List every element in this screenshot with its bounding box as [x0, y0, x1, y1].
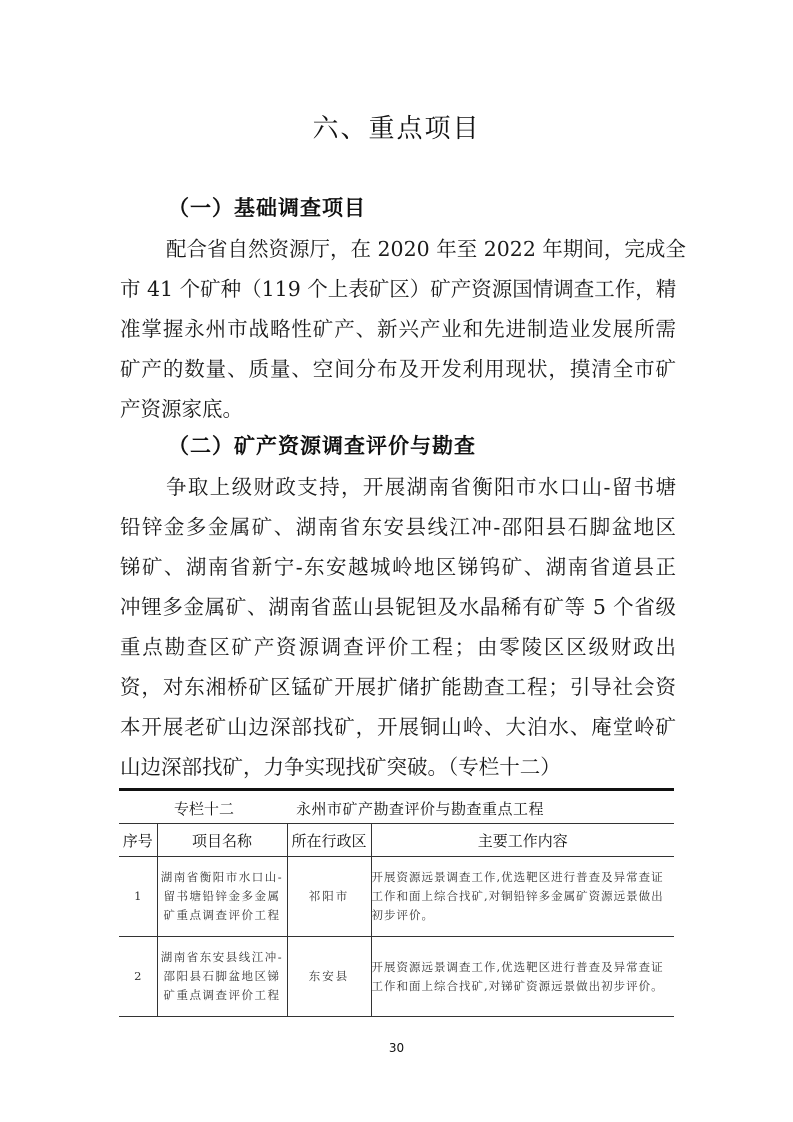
paragraph-line: 本开展老矿山边深部找矿，开展铜山岭、大泊水、庵堂岭矿 [120, 715, 676, 739]
paragraph-line: 市 41 个矿种（119 个上表矿区）矿产资源国情调查工作，精 [120, 277, 677, 301]
cell-content: 开展资源远景调查工作,优选靶区进行普查及异常查证工作和面上综合找矿,对铜铅锌多金属矿资源远景做出初步评价。 [371, 857, 674, 937]
paragraph-line: 资，对东湘桥矿区锰矿开展扩储扩能勘查工程；引导社会资 [120, 675, 676, 699]
section-heading-basic-survey: （一）基础调查项目 [168, 196, 366, 220]
table-row [119, 857, 674, 937]
header-no: 序号 [119, 824, 157, 857]
header-name: 项目名称 [157, 824, 287, 857]
paragraph-line: 准掌握永州市战略性矿产、新兴产业和先进制造业发展所需 [120, 317, 676, 341]
paragraph-line: 矿产的数量、质量、空间分布及开发利用现状，摸清全市矿 [120, 357, 676, 381]
paragraph-line: 重点勘查区矿产资源调查评价工程；由零陵区区级财政出 [120, 635, 676, 659]
project-table [119, 823, 674, 1017]
paragraph-line: 争取上级财政支持，开展湖南省衡阳市水口山-留书塘 [166, 475, 676, 499]
cell-no: 1 [119, 857, 157, 937]
page-number: 30 [388, 1041, 405, 1055]
cell-region: 祁阳市 [287, 857, 371, 937]
page-title: 六、重点项目 [312, 114, 481, 144]
paragraph-line: 锑矿、湖南省新宁-东安越城岭地区锑钨矿、湖南省道县正 [120, 555, 676, 579]
paragraph-line: 冲锂多金属矿、湖南省蓝山县铌钽及水晶稀有矿等 5 个省级 [120, 595, 676, 619]
cell-content: 开展资源远景调查工作,优选靶区进行普查及异常查证工作和面上综合找矿,对锑矿资源远景做出初步评价。 [371, 937, 674, 1017]
cell-name: 湖南省衡阳市水口山-留书塘铅锌金多金属矿重点调查评价工程 [157, 857, 287, 937]
paragraph-line: 产资源家底。 [120, 397, 243, 421]
table-caption-title: 永州市矿产勘查评价与勘查重点工程 [296, 800, 545, 818]
paragraph-line: 山边深部找矿，力争实现找矿突破。（专栏十二） [120, 755, 561, 779]
table-caption [119, 791, 674, 823]
section-heading-mineral-survey: （二）矿产资源调查评价与勘查 [168, 434, 476, 458]
table-row [119, 937, 674, 1017]
cell-name: 湖南省东安县线江冲-邵阳县石脚盆地区锑矿重点调查评价工程 [157, 937, 287, 1017]
header-content: 主要工作内容 [371, 824, 674, 857]
header-region: 所在行政区 [287, 824, 371, 857]
paragraph-line: 配合省自然资源厅，在 2020 年至 2022 年期间，完成全 [166, 237, 686, 261]
table-caption-label: 专栏十二 [174, 800, 235, 818]
table-header-row [119, 824, 674, 857]
paragraph-line: 铅锌金多金属矿、湖南省东安县线江冲-邵阳县石脚盆地区 [120, 515, 676, 539]
cell-region: 东安县 [287, 937, 371, 1017]
cell-no: 2 [119, 937, 157, 1017]
